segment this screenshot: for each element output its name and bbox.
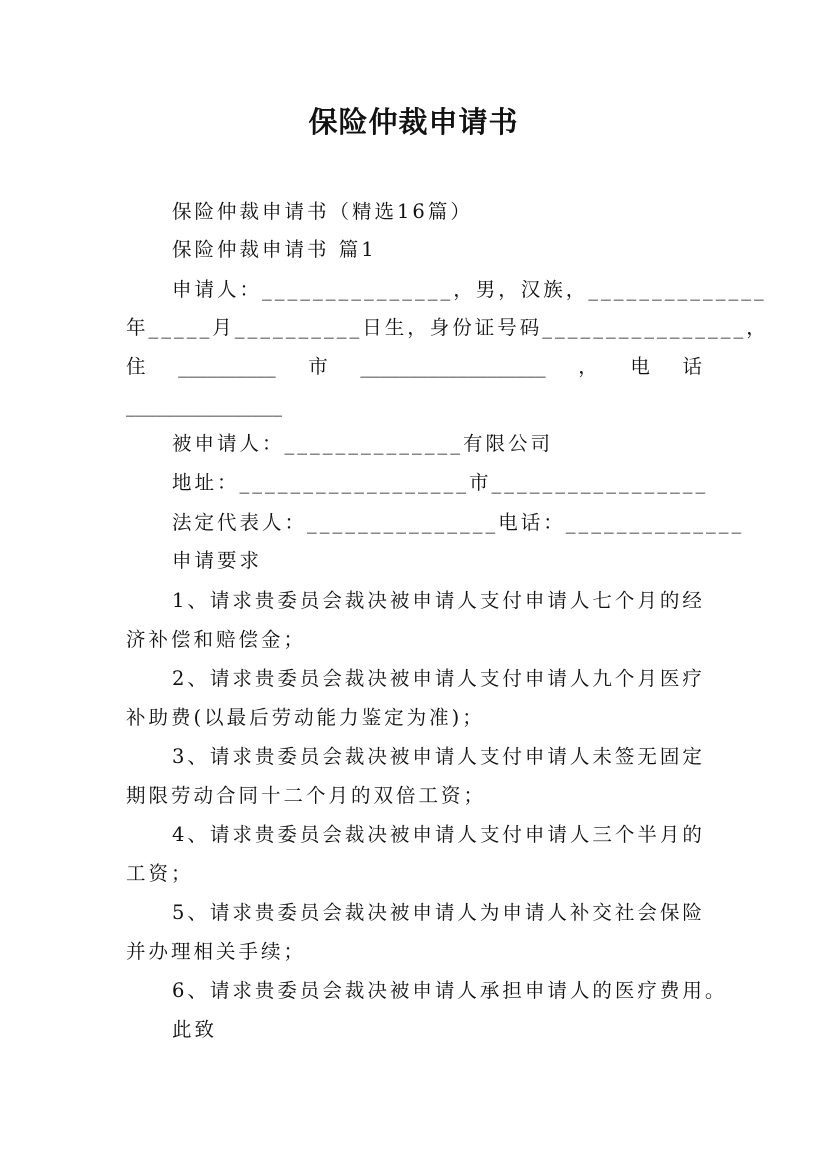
request-3: 3、请求贵委员会裁决被申请人支付申请人未签无固定 <box>172 745 705 768</box>
request-4: 4、请求贵委员会裁决被申请人支付申请人三个半月的 <box>172 823 705 846</box>
closing-salutation: 此致 <box>172 1018 218 1041</box>
request-1-cont: 济补偿和赔偿金； <box>126 628 307 651</box>
address-phone-line <box>126 354 702 380</box>
birth-id-line: 年_____月__________日生，身份证号码________________， <box>126 316 769 339</box>
comma: ， <box>578 355 598 378</box>
request-2: 2、请求贵委员会裁决被申请人支付申请人九个月医疗 <box>172 667 705 690</box>
respondent-line: 被申请人：______________有限公司 <box>172 432 554 455</box>
subtitle: 保险仲裁申请书（精选16篇） <box>172 200 473 223</box>
legal-rep-line: 法定代表人：_______________电话：______________ <box>172 511 745 534</box>
city-label: 市 <box>308 355 328 378</box>
section-heading: 保险仲裁申请书 篇1 <box>172 238 377 261</box>
document-title: 保险仲裁申请书 <box>308 105 519 139</box>
request-1: 1、请求贵委员会裁决被申请人支付申请人七个月的经 <box>172 589 705 612</box>
address-label: 住 <box>126 355 146 378</box>
applicant-line: 申请人：_______________，男，汉族，______________ <box>172 278 767 301</box>
request-6: 6、请求贵委员会裁决被申请人承担申请人的医疗费用。 <box>172 979 728 1002</box>
requests-heading: 申请要求 <box>172 549 263 572</box>
phone-blank: ________________ <box>126 394 282 417</box>
address-blank: __________ <box>178 355 276 378</box>
request-5-cont: 并办理相关手续； <box>126 940 307 963</box>
request-3-cont: 期限劳动合同十二个月的双倍工资； <box>126 784 487 807</box>
request-4-cont: 工资； <box>126 862 194 885</box>
phone-label-2: 话 <box>682 355 702 378</box>
respondent-address-line: 地址：__________________市_________________ <box>172 471 709 494</box>
phone-label-1: 电 <box>630 355 650 378</box>
city-blank: ___________________ <box>360 355 546 378</box>
request-2-cont: 补助费(以最后劳动能力鉴定为准)； <box>126 706 485 729</box>
request-5: 5、请求贵委员会裁决被申请人为申请人补交社会保险 <box>172 901 705 924</box>
